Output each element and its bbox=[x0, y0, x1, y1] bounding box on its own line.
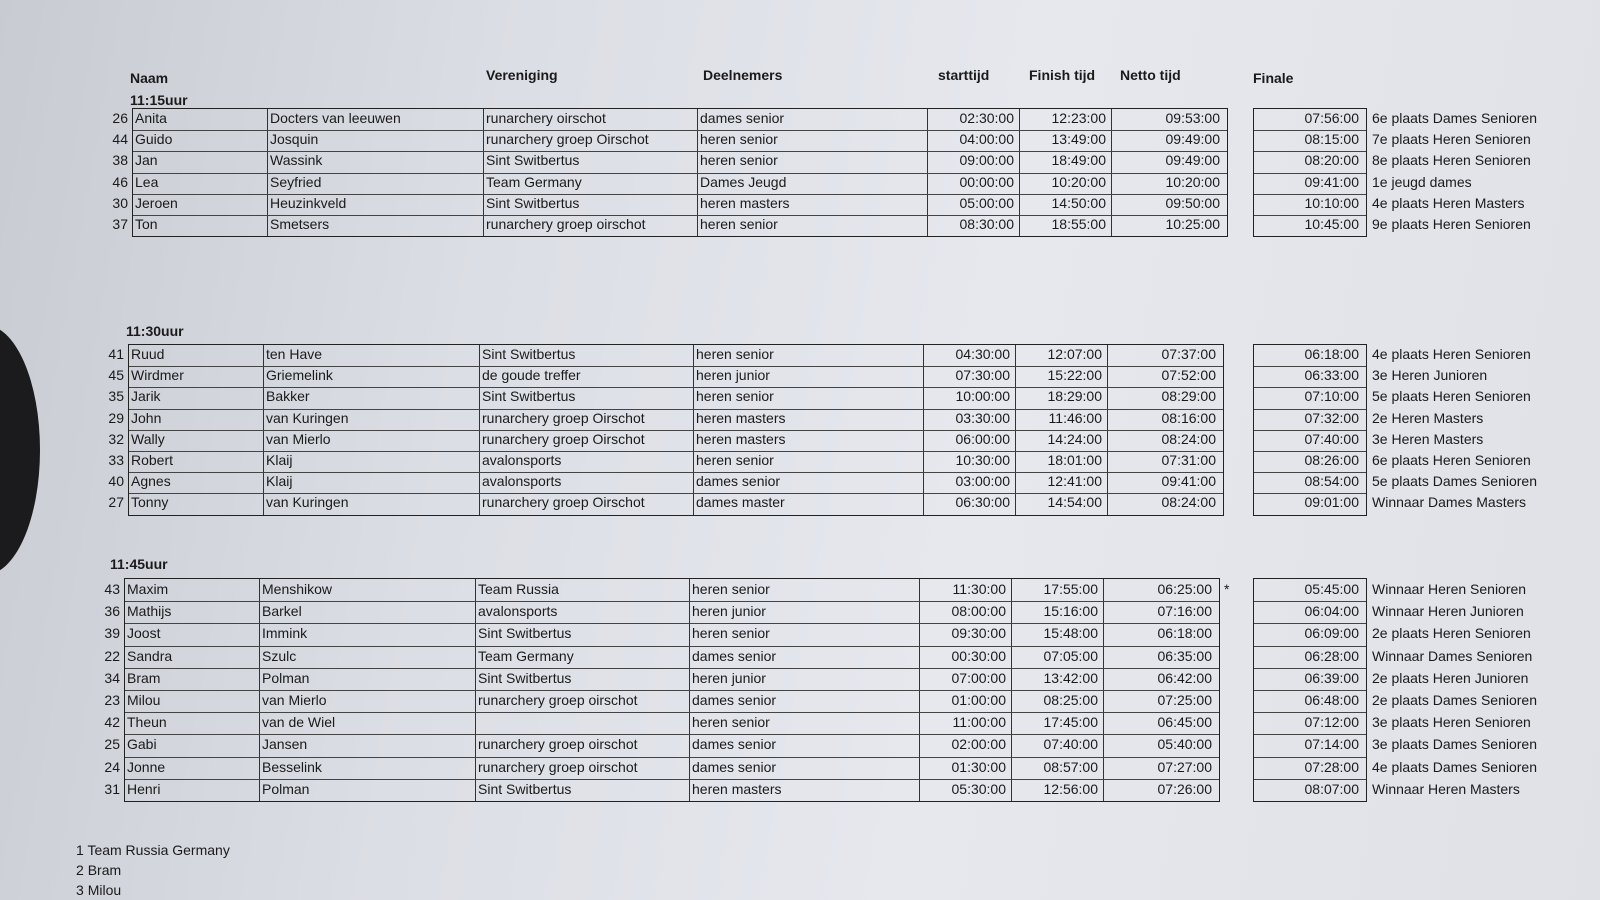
voornaam: Robert bbox=[131, 452, 174, 468]
vereniging: runarchery groep oirschot bbox=[478, 692, 638, 708]
voornaam: Tonny bbox=[131, 494, 169, 511]
achternaam: Heuzinkveld bbox=[270, 194, 347, 211]
vereniging: runarchery groep oirschot bbox=[478, 736, 638, 753]
starttijd: 10:30:00 bbox=[955, 452, 1010, 468]
voornaam: Ton bbox=[135, 216, 158, 232]
plaats-note: 2e Heren Masters bbox=[1372, 409, 1484, 426]
plaats-note: 3e plaats Heren Senioren bbox=[1372, 714, 1531, 731]
finale-tijd: 10:10:00 bbox=[1304, 194, 1359, 211]
finale-tijd: 06:04:00 bbox=[1304, 603, 1359, 620]
finale-tijd: 06:39:00 bbox=[1304, 669, 1359, 686]
finish-tijd: 13:42:00 bbox=[1043, 669, 1098, 686]
startnummer: 45 bbox=[108, 367, 124, 384]
netto-tijd: 08:16:00 bbox=[1161, 409, 1216, 426]
finale-tijd: 07:28:00 bbox=[1304, 758, 1359, 775]
header-finish: Finish tijd bbox=[1029, 67, 1096, 83]
deelnemers: heren senior bbox=[696, 388, 774, 405]
deelnemers: dames senior bbox=[696, 473, 781, 490]
section-label: 11:30uur bbox=[126, 323, 184, 339]
section-label: 11:15uur bbox=[130, 92, 188, 108]
achternaam: van Mierlo bbox=[262, 692, 327, 708]
startnummer: 37 bbox=[112, 216, 128, 232]
footer-text: Milou bbox=[87, 882, 122, 898]
starttijd: 03:30:00 bbox=[955, 409, 1010, 426]
finish-tijd: 15:16:00 bbox=[1043, 603, 1098, 620]
deelnemers: dames senior bbox=[692, 758, 777, 775]
voornaam: Theun bbox=[127, 714, 167, 731]
finish-tijd: 10:20:00 bbox=[1051, 173, 1106, 190]
vereniging: Team Germany bbox=[486, 173, 582, 190]
starttijd: 04:00:00 bbox=[959, 131, 1014, 148]
starttijd: 01:30:00 bbox=[951, 758, 1006, 775]
finale-tijd: 09:41:00 bbox=[1304, 173, 1359, 190]
voornaam: Henri bbox=[127, 780, 161, 797]
achternaam: Docters van leeuwen bbox=[270, 110, 401, 126]
startnummer: 46 bbox=[112, 173, 128, 190]
plaats-note: 2e plaats Dames Senioren bbox=[1372, 692, 1537, 708]
netto-tijd: 06:35:00 bbox=[1157, 647, 1212, 664]
achternaam: van Kuringen bbox=[266, 409, 349, 426]
voornaam: Mathijs bbox=[127, 603, 172, 620]
startnummer: 23 bbox=[104, 692, 120, 708]
startnummer: 31 bbox=[104, 780, 120, 797]
deelnemers: heren masters bbox=[696, 409, 786, 426]
header-starttijd: starttijd bbox=[938, 67, 990, 83]
finish-tijd: 14:24:00 bbox=[1047, 430, 1102, 447]
startnummer: 34 bbox=[104, 669, 120, 686]
plaats-note: 3e Heren Junioren bbox=[1372, 367, 1488, 384]
achternaam: Polman bbox=[262, 669, 310, 686]
footer-text: Team Russia Germany bbox=[87, 842, 230, 858]
deelnemers: Dames Jeugd bbox=[700, 173, 787, 190]
netto-tijd: 06:45:00 bbox=[1157, 714, 1212, 731]
voornaam: Milou bbox=[127, 692, 161, 708]
startnummer: 38 bbox=[112, 152, 128, 169]
starttijd: 05:30:00 bbox=[951, 780, 1006, 797]
netto-tijd: 06:42:00 bbox=[1157, 669, 1212, 686]
startnummer: 40 bbox=[108, 473, 124, 490]
netto-tijd: 09:49:00 bbox=[1165, 131, 1220, 148]
deelnemers: heren senior bbox=[692, 581, 770, 597]
deelnemers: heren senior bbox=[700, 216, 778, 232]
finale-tijd: 06:18:00 bbox=[1304, 346, 1359, 362]
netto-tijd: 07:52:00 bbox=[1161, 367, 1216, 384]
voornaam: Ruud bbox=[131, 346, 165, 362]
plaats-note: Winnaar Heren Senioren bbox=[1372, 581, 1527, 597]
finale-tijd: 07:40:00 bbox=[1304, 430, 1359, 447]
netto-tijd: 07:27:00 bbox=[1157, 758, 1212, 775]
vereniging: Sint Switbertus bbox=[482, 346, 576, 362]
starttijd: 09:00:00 bbox=[959, 152, 1014, 169]
starttijd: 01:00:00 bbox=[951, 692, 1006, 708]
netto-tijd: 09:50:00 bbox=[1165, 194, 1220, 211]
plaats-note: 8e plaats Heren Senioren bbox=[1372, 152, 1531, 169]
starttijd: 02:00:00 bbox=[951, 736, 1006, 753]
netto-tijd: 07:26:00 bbox=[1157, 780, 1212, 797]
achternaam: Seyfried bbox=[270, 173, 322, 190]
finish-tijd: 13:49:00 bbox=[1051, 131, 1106, 148]
finish-tijd: 14:50:00 bbox=[1051, 194, 1106, 211]
vereniging: Sint Switbertus bbox=[482, 388, 576, 405]
deelnemers: dames senior bbox=[692, 692, 777, 708]
finale-tijd: 07:10:00 bbox=[1304, 388, 1359, 405]
vereniging: runarchery groep oirschot bbox=[486, 216, 646, 232]
footer-item bbox=[76, 880, 121, 900]
starttijd: 02:30:00 bbox=[959, 110, 1014, 126]
vereniging: Sint Switbertus bbox=[486, 152, 580, 169]
startnummer: 29 bbox=[108, 409, 124, 426]
achternaam: Wassink bbox=[270, 152, 323, 169]
starttijd: 08:30:00 bbox=[959, 216, 1014, 232]
finish-tijd: 14:54:00 bbox=[1047, 494, 1102, 511]
startnummer: 27 bbox=[108, 494, 124, 511]
vereniging: Sint Switbertus bbox=[478, 625, 572, 642]
finish-tijd: 07:05:00 bbox=[1043, 647, 1098, 664]
startnummer: 26 bbox=[112, 110, 128, 126]
footer-number: 2 bbox=[76, 862, 88, 878]
voornaam: Jan bbox=[135, 152, 158, 169]
voornaam: Jonne bbox=[127, 758, 166, 775]
plaats-note: 6e plaats Heren Senioren bbox=[1372, 452, 1531, 468]
vereniging: avalonsports bbox=[482, 473, 562, 490]
vereniging: avalonsports bbox=[478, 603, 558, 620]
deelnemers: dames senior bbox=[692, 647, 777, 664]
plaats-note: 3e plaats Dames Senioren bbox=[1372, 736, 1537, 753]
achternaam: ten Have bbox=[266, 346, 323, 362]
finale-tijd: 07:32:00 bbox=[1304, 409, 1359, 426]
plaats-note: 2e plaats Heren Senioren bbox=[1372, 625, 1531, 642]
finish-tijd: 18:55:00 bbox=[1051, 216, 1106, 232]
vereniging: runarchery groep Oirschot bbox=[482, 430, 645, 447]
finale-tijd: 06:28:00 bbox=[1304, 647, 1359, 664]
footer-item bbox=[76, 840, 230, 860]
finale-tijd: 08:26:00 bbox=[1304, 452, 1359, 468]
starttijd: 08:00:00 bbox=[951, 603, 1006, 620]
vereniging: runarchery oirschot bbox=[486, 110, 606, 126]
voornaam: Guido bbox=[135, 131, 173, 148]
finale-tijd: 06:09:00 bbox=[1304, 625, 1359, 642]
voornaam: Wirdmer bbox=[131, 367, 184, 384]
plaats-note: 4e plaats Dames Senioren bbox=[1372, 758, 1537, 775]
voornaam: Wally bbox=[131, 430, 165, 447]
netto-tijd: 07:16:00 bbox=[1157, 603, 1212, 620]
plaats-note: 5e plaats Heren Senioren bbox=[1372, 388, 1531, 405]
netto-tijd: 09:53:00 bbox=[1165, 110, 1220, 126]
deelnemers: heren senior bbox=[700, 152, 778, 169]
achternaam: Szulc bbox=[262, 647, 297, 664]
starttijd: 04:30:00 bbox=[955, 346, 1010, 362]
voornaam: Anita bbox=[135, 110, 167, 126]
finish-tijd: 12:41:00 bbox=[1047, 473, 1102, 490]
finale-tijd: 06:33:00 bbox=[1304, 367, 1359, 384]
starttijd: 09:30:00 bbox=[951, 625, 1006, 642]
vereniging: runarchery groep Oirschot bbox=[482, 409, 645, 426]
finale-tijd: 05:45:00 bbox=[1304, 581, 1359, 597]
startnummer: 33 bbox=[108, 452, 124, 468]
finish-tijd: 18:29:00 bbox=[1047, 388, 1102, 405]
finale-tijd: 07:12:00 bbox=[1304, 714, 1359, 731]
achternaam: van de Wiel bbox=[262, 714, 336, 731]
deelnemers: heren masters bbox=[692, 780, 782, 797]
achternaam: Jansen bbox=[262, 736, 308, 753]
deelnemers: heren masters bbox=[700, 194, 790, 211]
finale-tijd: 07:56:00 bbox=[1304, 110, 1359, 126]
vereniging: Sint Switbertus bbox=[486, 194, 580, 211]
header-naam: Naam bbox=[130, 70, 169, 86]
footer-text: Bram bbox=[87, 862, 122, 878]
finale-tijd: 10:45:00 bbox=[1304, 216, 1359, 232]
startnummer: 44 bbox=[112, 131, 128, 148]
footer-number: 1 bbox=[76, 842, 88, 858]
vereniging: Sint Switbertus bbox=[478, 669, 572, 686]
netto-tijd: 06:18:00 bbox=[1157, 625, 1212, 642]
achternaam: Menshikow bbox=[262, 581, 333, 597]
plaats-note: 1e jeugd dames bbox=[1372, 173, 1472, 190]
achternaam: van Mierlo bbox=[266, 430, 331, 447]
header-deelnemers: Deelnemers bbox=[703, 67, 783, 83]
startnummer: 35 bbox=[108, 388, 124, 405]
deelnemers: heren senior bbox=[700, 131, 778, 148]
startnummer: 32 bbox=[108, 430, 124, 447]
plaats-note: 7e plaats Heren Senioren bbox=[1372, 131, 1531, 148]
finish-tijd: 11:46:00 bbox=[1048, 409, 1102, 426]
plaats-note: 6e plaats Dames Senioren bbox=[1372, 110, 1537, 126]
netto-tijd: 05:40:00 bbox=[1157, 736, 1212, 753]
footer-item bbox=[76, 860, 121, 880]
starttijd: 07:00:00 bbox=[951, 669, 1006, 686]
startnummer: 43 bbox=[104, 581, 120, 597]
achternaam: Griemelink bbox=[266, 367, 333, 384]
deelnemers: heren senior bbox=[692, 625, 770, 642]
vereniging: de goude treffer bbox=[482, 367, 581, 384]
starttijd: 00:00:00 bbox=[959, 173, 1014, 190]
netto-tijd: 08:29:00 bbox=[1161, 388, 1216, 405]
plaats-note: Winnaar Heren Masters bbox=[1372, 780, 1520, 797]
finale-tijd: 09:01:00 bbox=[1304, 494, 1359, 511]
deelnemers: heren junior bbox=[692, 669, 766, 686]
plaats-note: 3e Heren Masters bbox=[1372, 430, 1484, 447]
finale-tijd: 08:15:00 bbox=[1304, 131, 1359, 148]
plaats-note: 5e plaats Dames Senioren bbox=[1372, 473, 1537, 490]
achternaam: Immink bbox=[262, 625, 308, 642]
finish-tijd: 08:25:00 bbox=[1043, 692, 1098, 708]
finale-tijd: 06:48:00 bbox=[1304, 692, 1359, 708]
achternaam: Klaij bbox=[266, 473, 293, 490]
finish-tijd: 15:48:00 bbox=[1043, 625, 1098, 642]
vereniging: Team Germany bbox=[478, 647, 574, 664]
deelnemers: heren senior bbox=[696, 452, 774, 468]
netto-tijd: 06:25:00 bbox=[1157, 581, 1212, 597]
header-netto: Netto tijd bbox=[1120, 67, 1181, 83]
voornaam: Jeroen bbox=[135, 194, 178, 211]
achternaam: Besselink bbox=[262, 758, 322, 775]
section-label: 11:45uur bbox=[110, 556, 168, 572]
voornaam: Bram bbox=[127, 669, 161, 686]
netto-tijd: 07:37:00 bbox=[1161, 346, 1216, 362]
deelnemers: heren masters bbox=[696, 430, 786, 447]
netto-tijd: 08:24:00 bbox=[1161, 430, 1216, 447]
header-vereniging: Vereniging bbox=[486, 67, 558, 83]
startnummer: 25 bbox=[104, 736, 120, 753]
plaats-note: Winnaar Dames Senioren bbox=[1372, 647, 1533, 664]
finish-tijd: 12:07:00 bbox=[1047, 346, 1102, 362]
vereniging: Sint Switbertus bbox=[478, 780, 572, 797]
finish-tijd: 18:49:00 bbox=[1051, 152, 1106, 169]
finish-tijd: 12:23:00 bbox=[1051, 110, 1106, 126]
finish-tijd: 18:01:00 bbox=[1047, 452, 1102, 468]
deelnemers: heren senior bbox=[696, 346, 774, 362]
plaats-note: 4e plaats Heren Senioren bbox=[1372, 346, 1531, 362]
deelnemers: heren junior bbox=[692, 603, 766, 620]
startnummer: 30 bbox=[112, 194, 128, 211]
achternaam: Klaij bbox=[266, 452, 293, 468]
finale-tijd: 08:07:00 bbox=[1304, 780, 1359, 797]
achternaam: van Kuringen bbox=[266, 494, 349, 511]
vereniging: Team Russia bbox=[478, 581, 559, 597]
finish-tijd: 15:22:00 bbox=[1047, 367, 1102, 384]
voornaam: Maxim bbox=[127, 581, 169, 597]
finish-tijd: 07:40:00 bbox=[1043, 736, 1098, 753]
plaats-note: Winnaar Dames Masters bbox=[1372, 494, 1527, 511]
netto-tijd: 10:20:00 bbox=[1165, 173, 1220, 190]
deelnemers: dames senior bbox=[700, 110, 785, 126]
achternaam: Smetsers bbox=[270, 216, 330, 232]
voornaam: John bbox=[131, 409, 162, 426]
starttijd: 07:30:00 bbox=[955, 367, 1010, 384]
startnummer: 41 bbox=[108, 346, 124, 362]
starttijd: 05:00:00 bbox=[959, 194, 1014, 211]
startnummer: 39 bbox=[104, 625, 120, 642]
deelnemers: heren junior bbox=[696, 367, 770, 384]
deelnemers: heren senior bbox=[692, 714, 770, 731]
starttijd: 06:00:00 bbox=[955, 430, 1010, 447]
vereniging: runarchery groep Oirschot bbox=[486, 131, 649, 148]
startnummer: 24 bbox=[104, 758, 120, 775]
starttijd: 11:30:00 bbox=[952, 581, 1006, 597]
netto-tijd: 09:49:00 bbox=[1165, 152, 1220, 169]
voornaam: Jarik bbox=[131, 388, 161, 405]
voornaam: Lea bbox=[135, 173, 159, 190]
achternaam: Bakker bbox=[266, 388, 310, 405]
deelnemers: dames senior bbox=[692, 736, 777, 753]
asterisk-mark: * bbox=[1224, 581, 1230, 597]
voornaam: Sandra bbox=[127, 647, 173, 664]
finish-tijd: 08:57:00 bbox=[1043, 758, 1098, 775]
achternaam: Barkel bbox=[262, 603, 302, 620]
vereniging: avalonsports bbox=[482, 452, 562, 468]
plaats-note: 4e plaats Heren Masters bbox=[1372, 194, 1525, 211]
startnummer: 22 bbox=[104, 647, 120, 664]
deelnemers: dames master bbox=[696, 494, 785, 511]
voornaam: Agnes bbox=[131, 473, 171, 490]
plaats-note: Winnaar Heren Junioren bbox=[1372, 603, 1524, 620]
vereniging: runarchery groep oirschot bbox=[478, 758, 638, 775]
achternaam: Josquin bbox=[270, 131, 319, 148]
photo-shadow bbox=[0, 325, 40, 575]
startnummer: 36 bbox=[104, 603, 120, 620]
finale-tijd: 08:20:00 bbox=[1304, 152, 1359, 169]
footer-number: 3 bbox=[76, 882, 88, 898]
achternaam: Polman bbox=[262, 780, 310, 797]
starttijd: 11:00:00 bbox=[952, 714, 1006, 731]
vereniging: runarchery groep Oirschot bbox=[482, 494, 645, 511]
voornaam: Gabi bbox=[127, 736, 157, 753]
netto-tijd: 07:31:00 bbox=[1161, 452, 1216, 468]
voornaam: Joost bbox=[127, 625, 161, 642]
starttijd: 06:30:00 bbox=[955, 494, 1010, 511]
finish-tijd: 17:55:00 bbox=[1043, 581, 1098, 597]
startnummer: 42 bbox=[104, 714, 120, 731]
starttijd: 10:00:00 bbox=[955, 388, 1010, 405]
starttijd: 00:30:00 bbox=[951, 647, 1006, 664]
plaats-note: 9e plaats Heren Senioren bbox=[1372, 216, 1531, 232]
finale-tijd: 08:54:00 bbox=[1304, 473, 1359, 490]
netto-tijd: 07:25:00 bbox=[1157, 692, 1212, 708]
header-finale: Finale bbox=[1253, 70, 1294, 86]
finish-tijd: 12:56:00 bbox=[1043, 780, 1098, 797]
netto-tijd: 10:25:00 bbox=[1165, 216, 1220, 232]
finish-tijd: 17:45:00 bbox=[1043, 714, 1098, 731]
netto-tijd: 09:41:00 bbox=[1161, 473, 1216, 490]
plaats-note: 2e plaats Heren Junioren bbox=[1372, 669, 1529, 686]
finale-tijd: 07:14:00 bbox=[1304, 736, 1359, 753]
starttijd: 03:00:00 bbox=[955, 473, 1010, 490]
netto-tijd: 08:24:00 bbox=[1161, 494, 1216, 511]
